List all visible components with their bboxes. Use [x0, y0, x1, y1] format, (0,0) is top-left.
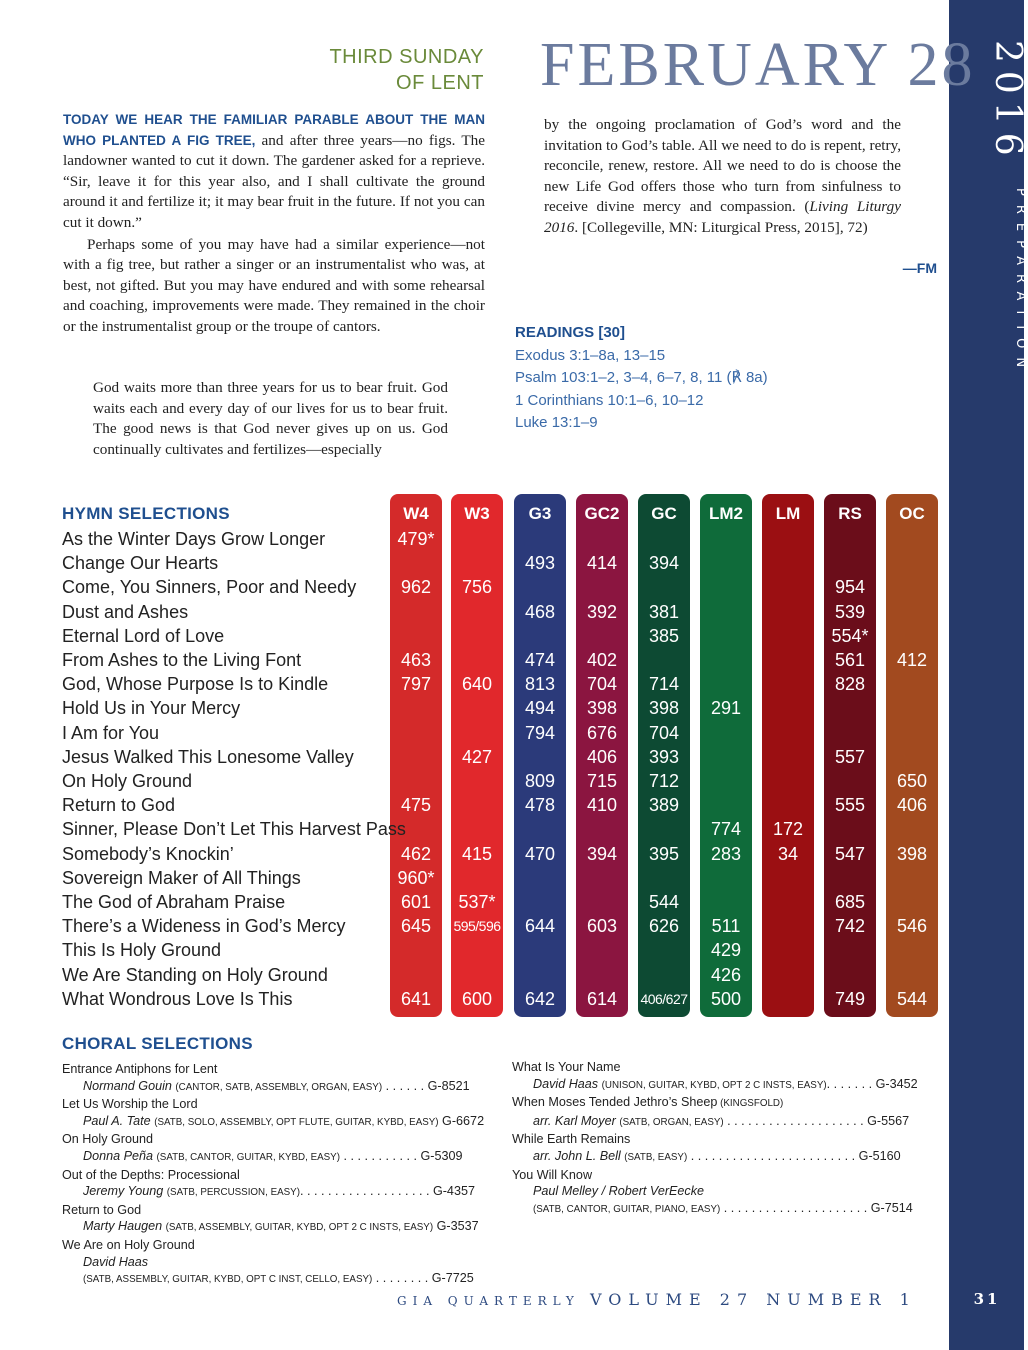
hymn-number: 406 [586, 746, 618, 767]
hymn-number: 557 [834, 746, 866, 767]
hymnal-column-header: G3 [528, 504, 552, 523]
hymn-number: 756 [461, 577, 493, 598]
reflection-quote-continued [544, 115, 901, 239]
hymn-title: Change Our Hearts [62, 553, 219, 574]
hymn-number: 475 [400, 795, 432, 816]
choral-details-line [512, 1113, 918, 1132]
reflection-para1 [63, 110, 485, 234]
hymn-number: 415 [461, 843, 493, 864]
hymn-number: 470 [524, 843, 556, 864]
choral-title: Let Us Worship the Lord [62, 1097, 198, 1112]
hymn-number: 809 [524, 771, 556, 791]
hymn-title: God, Whose Purpose Is to Kindle [62, 674, 329, 695]
hymn-number: 554* [831, 625, 869, 646]
choral-details-line [62, 1078, 484, 1097]
choral-title: We Are on Holy Ground [62, 1237, 195, 1252]
choral-catalog-number: . . . . . . . . . . . . . . . . . . . . G-5567 [723, 1113, 910, 1128]
hymn-title-list [62, 527, 406, 1011]
choral-list-right [512, 1059, 918, 1218]
choral-list-left [62, 1061, 484, 1289]
choral-details-line [62, 1218, 484, 1237]
hymn-number: 561 [834, 650, 866, 670]
hymn-number: 704 [586, 674, 618, 695]
hymn-number: 511 [711, 916, 741, 937]
hymn-number: 394 [586, 843, 618, 864]
choral-title: While Earth Remains [512, 1132, 631, 1147]
hymn-number: 398 [648, 698, 680, 719]
hymn-number: 600 [461, 988, 493, 1009]
hymn-number: 544 [896, 988, 928, 1009]
choral-details-line [512, 1148, 918, 1167]
hymn-number: 715 [586, 771, 618, 791]
hymn-number: 429 [710, 940, 742, 961]
hymn-number: 463 [400, 650, 432, 670]
hymn-number: 393 [648, 746, 680, 767]
readings-block [515, 322, 768, 435]
page-title-date: FEBRUARY 28 [540, 31, 976, 99]
choral-catalog-number: . . . . . . . G-3452 [826, 1076, 918, 1091]
reading-item: Luke 13:1–9 [515, 414, 598, 431]
hymn-number: 395 [648, 843, 680, 864]
reflection-para2: Perhaps some of you may have had a similar experience—not with a fig tree, but rather a singer or an instrumentalist who was, at best, not gifted. But you may have endured and with some rehearsal and coaching, improvements were made. They remained in the choir or the instrumentalist group or the troupe of cantors. [63, 235, 485, 335]
hymn-number: 426 [710, 964, 742, 985]
hymn-number: 544 [648, 892, 680, 912]
choral-voicing: (UNISON, GUITAR, KYBD, OPT 2 C INSTS, EASY) [601, 1079, 827, 1091]
choral-composer-line [512, 1183, 918, 1200]
footer-volume: VOLUME 27 NUMBER 1 [589, 1290, 917, 1309]
choral-voicing: (SATB, CANTOR, GUITAR, PIANO, EASY) [533, 1203, 721, 1215]
choral-composer: Donna Peña [83, 1148, 157, 1163]
choral-catalog-number: . . . . . . . . . . . G-5309 [339, 1148, 463, 1163]
hymn-number: 813 [524, 674, 556, 695]
hymn-title: As the Winter Days Grow Longer [62, 529, 326, 549]
choral-title: What Is Your Name [512, 1060, 621, 1074]
hymn-title: This Is Holy Ground [62, 940, 222, 961]
hymn-title: Return to God [62, 795, 176, 816]
hymn-number: 410 [586, 795, 618, 816]
choral-title: Return to God [62, 1202, 142, 1217]
hymn-number: 644 [524, 916, 556, 937]
liturgical-day-line1: THIRD SUNDAY [329, 46, 484, 68]
choral-composer: Marty Haugen [83, 1219, 166, 1234]
hymn-number: 749 [834, 988, 866, 1009]
hymn-title: Hold Us in Your Mercy [62, 698, 241, 719]
hymn-number: 406 [896, 795, 928, 816]
choral-voicing: (SATB, ASSEMBLY, GUITAR, KYBD, OPT C INST, CELLO, EASY) [83, 1274, 373, 1286]
hymn-number: 742 [834, 916, 866, 937]
choral-composer: Jeremy Young [83, 1184, 167, 1199]
choral-voicing: (SATB, SOLO, ASSEMBLY, OPT FLUTE, GUITAR, KYBD, EASY) [154, 1116, 439, 1128]
hymn-number: 537* [458, 892, 496, 912]
choral-composer: David Haas [83, 1254, 149, 1269]
choral-details-line: (SATB, ASSEMBLY, GUITAR, KYBD, OPT C INST, CELLO, EASY) . . . . . . . . G-7725 [83, 1271, 474, 1286]
hymn-number: 283 [710, 843, 742, 864]
hymn-number: 172 [772, 819, 804, 840]
choral-details-line [62, 1113, 484, 1132]
choral-details-line [62, 1148, 484, 1167]
hymn-number: 478 [524, 795, 556, 816]
choral-voicing: (SATB, ORGAN, EASY) [619, 1116, 724, 1128]
author-signature: —FM [902, 260, 937, 276]
hymn-number: 398 [896, 843, 928, 864]
hymn-number: 641 [400, 988, 432, 1009]
hymn-number: 392 [586, 601, 618, 622]
hymn-number: 547 [834, 843, 866, 864]
choral-voicing: (SATB, ASSEMBLY, GUITAR, KYBD, OPT 2 C INSTS, EASY) [165, 1222, 434, 1234]
hymn-number: 389 [648, 795, 680, 816]
choral-voicing: (CANTOR, SATB, ASSEMBLY, ORGAN, EASY) [175, 1081, 383, 1093]
choral-title: Out of the Depths: Processional [62, 1167, 240, 1182]
reading-item: Psalm 103:1–2, 3–4, 6–7, 8, 11 (℟ 8a) [515, 369, 768, 386]
hymn-number: 642 [524, 988, 556, 1009]
hymn-number: 714 [648, 674, 680, 695]
hymn-number: 962 [400, 577, 432, 598]
footer-title: GIA QUARTERLY [397, 1294, 580, 1308]
hymn-number: 402 [586, 650, 618, 670]
hymn-number: 828 [834, 674, 866, 695]
hymn-title: Eternal Lord of Love [62, 625, 225, 646]
hymn-number: 704 [648, 722, 680, 743]
quote-citation: Living Liturgy 2016 [544, 198, 901, 236]
hymnal-column-oc [886, 494, 938, 1017]
hymn-number: 774 [710, 819, 742, 840]
hymn-title: Sinner, Please Don’t Let This Harvest Pass [62, 819, 406, 840]
hymn-number: 291 [710, 698, 742, 719]
hymn-title: I Am for You [62, 722, 160, 743]
sidebar-word: PREPARATION [1013, 188, 1028, 377]
hymn-number: 626 [648, 916, 680, 937]
choral-catalog-number: . . . . . . . . . . . . . . . . . . . G-4357 [299, 1184, 475, 1199]
hymn-number: 614 [586, 988, 618, 1009]
choral-composer-line [62, 1254, 484, 1271]
hymn-number: 414 [586, 553, 618, 574]
reflection-body [63, 110, 485, 338]
hymn-number: 427 [461, 746, 493, 767]
hymnal-column-header: GC [651, 504, 677, 523]
liturgical-day [329, 44, 484, 96]
hymn-selections-heading: HYMN SELECTIONS [62, 504, 230, 523]
hymn-number: 954 [834, 577, 866, 598]
hymn-number: 794 [524, 722, 556, 743]
hymn-title: Dust and Ashes [62, 601, 189, 622]
hymnal-column-header: GC2 [584, 504, 620, 523]
hymn-number: 381 [648, 601, 680, 622]
reflection-lead: TODAY WE HEAR THE FAMILIAR PARABLE ABOUT THE MAN WHO PLANTED A FIG TREE, [63, 112, 485, 148]
hymn-title: The God of Abraham Praise [62, 892, 286, 913]
hymn-number: 494 [524, 698, 556, 719]
hymn-number: 685 [834, 892, 866, 912]
choral-composer: arr. Karl Moyer [533, 1113, 620, 1128]
hymn-title: Somebody’s Knockin’ [62, 843, 234, 864]
hymn-title: Come, You Sinners, Poor and Needy [62, 577, 357, 598]
hymnal-column-header: LM [775, 504, 801, 523]
hymn-title: There’s a Wideness in God’s Mercy [62, 916, 346, 937]
choral-details-line [512, 1076, 918, 1095]
choral-title: You Will Know [512, 1167, 593, 1182]
hymnal-column-header: LM2 [709, 504, 743, 523]
choral-title: On Holy Ground [62, 1132, 153, 1147]
hymn-title: From Ashes to the Living Font [62, 650, 302, 671]
hymnal-column-header: W4 [403, 504, 429, 523]
choral-details-line: (SATB, CANTOR, GUITAR, PIANO, EASY) . . . . . . . . . . . . . . . . . . . . . G-7514 [533, 1200, 913, 1215]
choral-title: Entrance Antiphons for Lent [62, 1062, 218, 1076]
hymn-number: 493 [524, 553, 556, 574]
quote-cont-a: by the ongoing proclamation of God’s word and the invitation to God’s table. All we need to do is repent, retry, reconcile, renew, restore. All we need to do is choose the new Life God offers those who turn from sinfulness to receive divine mercy and compassion. ( [544, 116, 901, 216]
choral-composer: David Haas [533, 1076, 602, 1091]
hymn-number: 640 [461, 674, 493, 695]
hymn-number: 601 [400, 892, 432, 912]
hymn-title: What Wondrous Love Is This [62, 988, 293, 1009]
choral-voicing: (SATB, EASY) [624, 1151, 688, 1163]
hymn-number: 539 [834, 601, 866, 622]
choral-voicing: (SATB, PERCUSSION, EASY) [166, 1187, 300, 1199]
hymnal-column-lm [762, 494, 814, 1017]
choral-catalog-number: . . . . . . . . . . . . . . . . . . . . . . . . G-5160 [687, 1148, 901, 1163]
hymn-number: 645 [400, 916, 432, 937]
reflection-quote: God waits more than three years for us to bear fruit. God waits each and every day of our lives for us to bear fruit. The good news is that God never gives up on us. God continually cultivates and fertilizes—especially [93, 379, 448, 458]
hymnal-column-header: RS [838, 504, 862, 523]
reading-item: Exodus 3:1–8a, 13–15 [515, 346, 666, 364]
hymnal-column-header: W3 [464, 504, 490, 523]
choral-composer: Paul A. Tate [83, 1113, 155, 1128]
hymn-number: 474 [524, 650, 556, 670]
hymn-title: We Are Standing on Holy Ground [62, 964, 328, 985]
hymn-number: 34 [777, 843, 799, 864]
hymn-title: On Holy Ground [62, 771, 193, 792]
readings-heading: READINGS [30] [515, 324, 626, 341]
hymn-number: 500 [710, 988, 742, 1009]
quote-cont-b: . [Collegeville, MN: Liturgical Press, 2015], 72) [574, 218, 868, 236]
hymn-number: 603 [586, 916, 618, 937]
hymn-number: 546 [896, 916, 928, 937]
hymn-number: 479* [397, 529, 435, 549]
choral-composer: arr. John L. Bell [533, 1148, 625, 1163]
hymn-number: 412 [896, 650, 928, 670]
hymnal-column-header: OC [899, 504, 925, 523]
choral-catalog-number: . . . . . . G-8521 [382, 1078, 470, 1093]
choral-composer: Paul Melley / Robert VerEecke [533, 1184, 705, 1199]
choral-catalog-number: G-6672 [438, 1113, 485, 1128]
liturgical-day-line2: OF LENT [396, 72, 484, 94]
reading-item: 1 Corinthians 10:1–6, 10–12 [515, 391, 704, 409]
choral-details-line [62, 1183, 484, 1202]
choral-catalog-number: G-3537 [433, 1219, 479, 1234]
hymn-number: 468 [524, 601, 556, 622]
hymn-number: 555 [834, 795, 866, 816]
page-number: 31 [973, 1290, 1001, 1308]
hymn-number: 398 [586, 698, 618, 719]
choral-tune-name: (KINGSFOLD) [717, 1098, 784, 1110]
hymn-number: 406/627 [640, 990, 688, 1007]
hymn-title: Sovereign Maker of All Things [62, 867, 301, 888]
hymn-title: Jesus Walked This Lonesome Valley [62, 746, 354, 767]
hymn-number: 394 [648, 553, 680, 574]
footer-publication [397, 1290, 917, 1309]
reflection-para1-text: and after three years—no figs. The landowner wanted to cut it down. The gardener asked for a reprieve. “Sir, leave it for this year also, and I shall cultivate the ground around it and fertilize it; it may bear fruit in the future. If not you can cut it down.” [63, 131, 485, 231]
hymn-number: 385 [648, 625, 680, 646]
hymn-number: 462 [400, 843, 432, 864]
hymn-number: 676 [586, 722, 618, 743]
choral-selections-heading: CHORAL SELECTIONS [62, 1034, 253, 1053]
hymn-number: 960* [397, 867, 435, 888]
choral-composer: Normand Gouin [83, 1078, 176, 1093]
choral-voicing: (SATB, CANTOR, GUITAR, KYBD, EASY) [156, 1151, 340, 1163]
choral-title: When Moses Tended Jethro’s Sheep (KINGSFOLD) [512, 1095, 784, 1110]
hymn-number: 797 [400, 674, 432, 695]
sidebar-year: 2016 [987, 40, 1028, 164]
hymn-number: 650 [896, 771, 928, 791]
hymn-number: 595/596 [453, 918, 501, 935]
hymn-number: 712 [648, 771, 680, 791]
